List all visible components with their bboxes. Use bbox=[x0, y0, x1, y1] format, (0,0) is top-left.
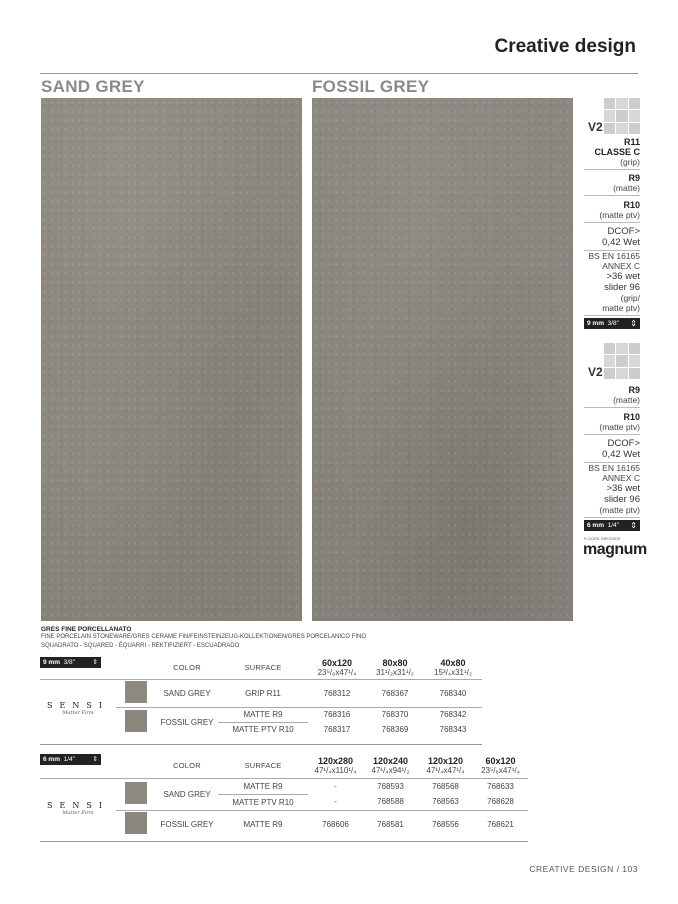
brand-tagline: FLOORS GRESSIDE bbox=[584, 537, 621, 541]
thickness-badge-9mm: 9 mm 3/8" ⇕ bbox=[40, 657, 101, 668]
thickness-badge-6mm: 6 mm 1/4" ⇕ bbox=[40, 754, 101, 765]
swatch-title-fossil-grey: FOSSIL GREY bbox=[312, 77, 430, 96]
thickness-arrow-icon: ⇕ bbox=[92, 659, 98, 666]
size-header: 40x80 15³/₄x31¹/₂ bbox=[434, 658, 472, 678]
spec-r9: R9 (matte) bbox=[584, 385, 640, 408]
spec-r9: R9 (matte) bbox=[584, 173, 640, 196]
page-footer: CREATIVE DESIGN / 103 bbox=[529, 864, 638, 874]
thickness-badge-6mm: 6 mm 1/4" ⇕ bbox=[584, 520, 640, 531]
fossil-grey-tile-image bbox=[312, 98, 573, 621]
sand-grey-tile-image bbox=[41, 98, 302, 621]
table-row: MATTE PTV R10 - 768588 768563 768628 bbox=[232, 797, 514, 807]
divider bbox=[40, 744, 482, 745]
spec-bs-en: BS EN 16165 ANNEX C >36 wet slider 96 (matte ptv) bbox=[584, 463, 640, 518]
size-header: 60x120 23⁵/₈x47¹/₄ bbox=[317, 658, 357, 678]
size-header: 120x280 47¹/₄x110¹/₄ bbox=[314, 756, 357, 776]
sand-grey-swatch bbox=[125, 681, 147, 703]
spec-sidebar-9mm bbox=[584, 98, 640, 318]
size-header: 60x120 23⁵/₈x47¹/₄ bbox=[481, 756, 520, 776]
divider bbox=[40, 73, 638, 74]
col-color: COLOR bbox=[173, 761, 201, 771]
magnum-logo: magnum bbox=[583, 541, 647, 558]
spec-dcof: DCOF> 0,42 Wet bbox=[584, 438, 640, 463]
thickness-badge-9mm: 9 mm 3/8" ⇕ bbox=[584, 318, 640, 329]
page-title: Creative design bbox=[494, 36, 636, 57]
col-surface: SURFACE bbox=[244, 761, 282, 771]
table-row: SENSI Matter Firm SAND GREY MATTE R9 - 768593 768568 768633 bbox=[40, 778, 528, 794]
size-header: 120x240 47¹/₄x94¹/₂ bbox=[371, 756, 410, 776]
v2-variation-icon: V2 bbox=[584, 343, 640, 379]
table-row: MATTE PTV R10 768317 768369 768343 bbox=[232, 725, 467, 735]
col-color: COLOR bbox=[173, 663, 201, 673]
sensi-logo: SENSI bbox=[47, 700, 109, 710]
fossil-grey-swatch bbox=[125, 812, 147, 834]
spec-r10: R10 (matte ptv) bbox=[584, 412, 640, 435]
spec-r10: R10 (matte ptv) bbox=[584, 200, 640, 223]
fossil-grey-swatch bbox=[125, 710, 147, 732]
size-header: 80x80 31¹/₂x31¹/₂ bbox=[376, 658, 414, 678]
swatch-title-sand-grey: SAND GREY bbox=[41, 77, 145, 96]
spec-sidebar-6mm bbox=[584, 343, 640, 518]
sand-grey-swatch bbox=[125, 782, 147, 804]
spec-dcof: DCOF> 0,42 Wet bbox=[584, 226, 640, 251]
spec-r11: R11 CLASSE C (grip) bbox=[584, 137, 640, 170]
col-surface: SURFACE bbox=[244, 663, 282, 673]
spec-bs-en: BS EN 16165 ANNEX C >36 wet slider 96 (grip/ matte ptv) bbox=[584, 251, 640, 316]
thickness-arrow-icon: ⇕ bbox=[630, 319, 637, 328]
v2-variation-icon: V2 bbox=[584, 98, 640, 134]
divider bbox=[40, 841, 528, 842]
thickness-arrow-icon: ⇕ bbox=[92, 756, 98, 763]
table-row: SENSI Matter Firm SAND GREY GRIP R11 768312 768367 768340 bbox=[40, 679, 482, 707]
product-description: GRES FINE PORCELLANATO FINE PORCELAIN STONEWARE/GRES CERAME FIN/FEINSTEINZEUG-KOLLEKTIONEN/GRES PORCELANICO FINO SQUADRATO - SQUARED - ÉQUARRI - REKTIFIZIERT - ESCUADRADO bbox=[41, 626, 367, 649]
thickness-arrow-icon: ⇕ bbox=[630, 521, 637, 530]
table-row: FOSSIL GREY MATTE R9 768316 768370 768342 bbox=[40, 707, 482, 722]
sensi-logo: SENSI bbox=[47, 800, 109, 810]
size-table-9mm bbox=[40, 657, 482, 737]
size-header: 120x120 47¹/₄x47¹/₄ bbox=[426, 756, 465, 776]
table-row: FOSSIL GREY MATTE R9 768606 768581 768556 768621 bbox=[40, 810, 528, 838]
size-table-6mm bbox=[40, 754, 528, 838]
